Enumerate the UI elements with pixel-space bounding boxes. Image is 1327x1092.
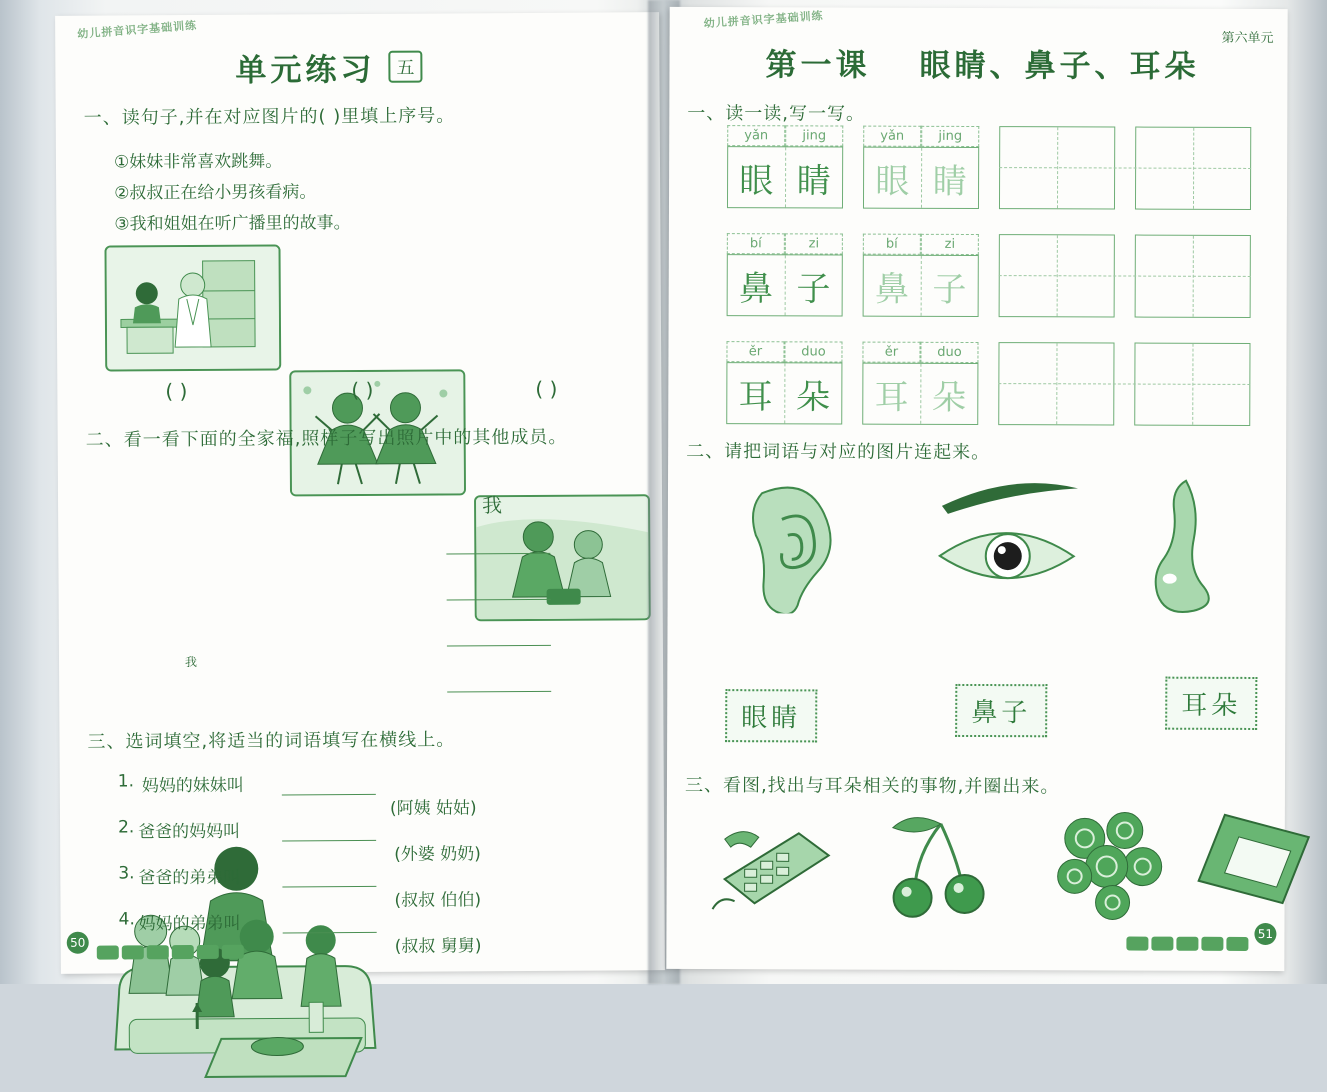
word-box-erduo[interactable]: 耳朵 (1165, 677, 1257, 730)
sample-label-me: 我 (482, 489, 502, 518)
telephone-svg (708, 813, 838, 923)
family-blank-line-4[interactable] (447, 691, 551, 693)
pinyin-yan-2: yǎn (863, 126, 921, 147)
pinyin-duo-2: duo (920, 342, 978, 363)
picture-nose-illustration[interactable] (1134, 475, 1245, 624)
char-yan-1: 眼 (728, 147, 786, 207)
picture-ear-illustration[interactable] (726, 473, 857, 617)
pinyin-row-1b (863, 126, 979, 147)
train-car (1126, 937, 1148, 951)
pinyin-er-2: ěr (862, 342, 920, 363)
fill-q1-blank[interactable] (282, 794, 376, 796)
nose-svg (1134, 475, 1245, 620)
train-car (1151, 937, 1173, 951)
footer-train-right (1126, 929, 1248, 951)
train-car (1176, 937, 1198, 951)
family-blank-line-3[interactable] (447, 645, 551, 647)
char-jing-1: 睛 (785, 147, 842, 207)
right-section-3-heading: 三、看图,找出与耳朵相关的事物,并圈出来。 (685, 771, 1060, 798)
train-car (122, 945, 144, 959)
section-1-item-1: ①妹妹非常喜欢跳舞。 (114, 146, 282, 172)
answer-paren-2[interactable]: ( ) (351, 378, 373, 402)
pinyin-zi-1: zi (785, 233, 843, 254)
left-page (55, 12, 665, 974)
header-logo-right: 幼儿拼音识字基础训练 (703, 7, 824, 31)
section-1-item-3: ③我和姐姐在听广播里的故事。 (114, 208, 350, 234)
section-1-heading: 一、读句子,并在对应图片的( )里填上序号。 (84, 101, 456, 129)
left-page-title-wrap (235, 44, 422, 90)
pinyin-row-1a (727, 125, 843, 146)
char-box-yanjing-1 (727, 146, 843, 208)
train-car (172, 945, 194, 959)
fill-q2-text: 爸爸的妈妈叫 (138, 817, 240, 843)
doctor-scene-svg (106, 246, 279, 369)
picture-doctor-examining-boy (104, 244, 281, 371)
fill-q4-text: 妈妈的弟弟叫 (139, 909, 241, 935)
trace-char-jing: 睛 (921, 148, 978, 208)
lesson-label: 第一课 (765, 39, 870, 84)
cherries-svg (878, 808, 1008, 928)
pinyin-er-1: ěr (726, 341, 784, 362)
section-3-heading: 三、选词填空,将适当的词语填写在横线上。 (87, 725, 455, 753)
train-car (147, 945, 169, 959)
fill-q2-choices: (外婆 奶奶) (394, 839, 481, 865)
trace-char-er: 耳 (863, 364, 921, 424)
train-car (1226, 937, 1248, 951)
left-page-number: 50 (67, 932, 89, 954)
picture-picture-frame-illustration[interactable] (1194, 805, 1314, 929)
char-duo-1: 朵 (785, 363, 842, 423)
right-page (666, 7, 1287, 971)
fill-q3-choices: (叔叔 伯伯) (394, 885, 481, 911)
char-zi-1: 子 (785, 255, 842, 315)
pinyin-row-2a (727, 233, 843, 254)
char-bi-1: 鼻 (728, 255, 786, 315)
trace-char-zi: 子 (921, 256, 978, 316)
answer-paren-1[interactable]: ( ) (165, 379, 187, 403)
pinyin-bi-1: bí (727, 233, 785, 254)
unit-marker: 五 (388, 51, 422, 83)
trace-box-bizi[interactable] (863, 255, 979, 317)
word-box-bizi[interactable]: 鼻子 (955, 684, 1047, 737)
pinyin-row-3b (862, 342, 978, 363)
page-title: 单元练习 (235, 52, 375, 89)
fill-q1-num: 1. (118, 771, 134, 791)
pinyin-jing-2: jing (921, 126, 979, 147)
picture-flower-bouquet-illustration[interactable] (1038, 800, 1178, 934)
fill-q3-num: 3. (118, 863, 134, 883)
pinyin-bi-2: bí (863, 234, 921, 255)
right-section-1-heading: 一、读一读,写一写。 (687, 99, 865, 126)
train-car (197, 945, 219, 959)
pinyin-zi-2: zi (921, 234, 979, 255)
fill-q1-text: 妈妈的妹妹叫 (142, 771, 244, 797)
photo-caption-me: 我 (185, 653, 197, 670)
picture-eye-illustration[interactable] (924, 470, 1095, 615)
word-box-yanjing[interactable]: 眼睛 (725, 689, 817, 742)
answer-paren-3[interactable]: ( ) (535, 377, 557, 401)
bouquet-svg (1038, 800, 1178, 930)
footer-train-left (97, 937, 244, 960)
section-1-item-2: ②叔叔正在给小男孩看病。 (114, 177, 316, 203)
fill-q4-num: 4. (119, 909, 135, 929)
picture-cherries-illustration[interactable] (878, 808, 1008, 932)
fill-q2-num: 2. (118, 817, 134, 837)
char-box-bizi-1 (727, 254, 843, 316)
trace-char-duo: 朵 (921, 364, 978, 424)
train-car (1201, 937, 1223, 951)
pinyin-jing-1: jing (785, 125, 843, 146)
pinyin-row-2b (863, 234, 979, 255)
right-page-number: 51 (1254, 923, 1276, 945)
right-section-2-heading: 二、请把词语与对应的图片连起来。 (686, 437, 990, 464)
section-2-heading: 二、看一看下面的全家福,照样子写出照片中的其他成员。 (86, 423, 568, 452)
pinyin-duo-1: duo (784, 341, 842, 362)
frame-svg (1194, 805, 1314, 925)
trace-char-yan: 眼 (864, 148, 922, 208)
char-box-erduo-1 (726, 362, 842, 424)
eye-svg (924, 470, 1094, 611)
fill-q1-choices: (阿姨 姑姑) (390, 793, 477, 819)
trace-box-erduo[interactable] (862, 363, 978, 425)
train-car (97, 945, 119, 959)
trace-char-bi: 鼻 (864, 256, 922, 316)
picture-telephone-illustration[interactable] (708, 813, 838, 927)
pinyin-yan-1: yǎn (727, 125, 785, 146)
fill-q3-text: 爸爸的弟弟叫 (138, 863, 240, 889)
trace-box-yanjing[interactable] (863, 147, 979, 209)
train-car (222, 945, 244, 959)
lesson-title: 眼睛、鼻子、耳朵 (919, 40, 1199, 86)
corner-unit-label: 第六单元 (1222, 27, 1274, 46)
header-logo-left: 幼儿拼音识字基础训练 (77, 17, 198, 42)
fill-q4-choices: (叔叔 舅舅) (395, 931, 482, 957)
pinyin-row-3a (726, 341, 842, 362)
ear-svg (726, 473, 856, 613)
char-er-1: 耳 (727, 363, 785, 423)
